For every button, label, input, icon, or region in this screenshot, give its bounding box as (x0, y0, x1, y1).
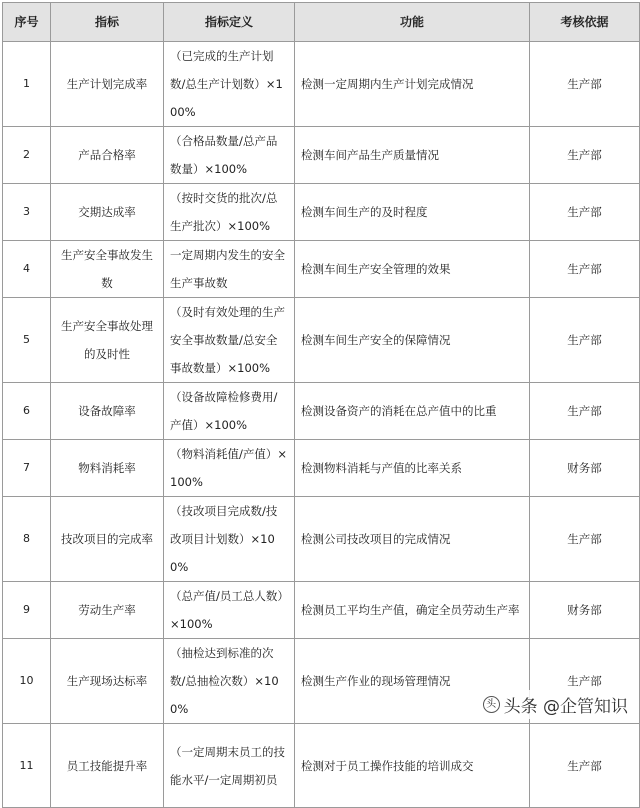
cell-definition: （一定周期末员工的技能水平/一定周期初员 (164, 724, 295, 808)
cell-definition: （按时交货的批次/总生产批次）×100% (164, 184, 295, 241)
cell-function: 检测车间产品生产质量情况 (295, 127, 530, 184)
cell-basis: 生产部 (530, 241, 640, 298)
table-row (3, 383, 640, 440)
cell-no: 7 (3, 440, 51, 497)
cell-name: 生产安全事故发生数 (51, 241, 164, 298)
header-basis: 考核依据 (530, 3, 640, 42)
table-row (3, 724, 640, 808)
cell-definition: 一定周期内发生的安全生产事故数 (164, 241, 295, 298)
cell-no: 8 (3, 497, 51, 582)
table-row (3, 582, 640, 639)
cell-basis: 生产部 (530, 127, 640, 184)
header-definition: 指标定义 (164, 3, 295, 42)
cell-basis: 生产部 (530, 497, 640, 582)
cell-function: 检测设备资产的消耗在总产值中的比重 (295, 383, 530, 440)
cell-no: 6 (3, 383, 51, 440)
cell-no: 1 (3, 42, 51, 127)
cell-basis: 财务部 (530, 582, 640, 639)
table-header-row (3, 3, 640, 42)
cell-no: 2 (3, 127, 51, 184)
cell-name: 生产安全事故处理的及时性 (51, 298, 164, 383)
table-row (3, 298, 640, 383)
table-row (3, 440, 640, 497)
header-function: 功能 (295, 3, 530, 42)
cell-function: 检测员工平均生产值，确定全员劳动生产率 (295, 582, 530, 639)
cell-function: 检测车间生产安全的保障情况 (295, 298, 530, 383)
cell-basis: 生产部 (530, 383, 640, 440)
kpi-table (2, 2, 640, 808)
cell-name: 生产现场达标率 (51, 639, 164, 724)
cell-definition: （抽检达到标准的次数/总抽检次数）×100% (164, 639, 295, 724)
cell-no: 11 (3, 724, 51, 808)
cell-function: 检测对于员工操作技能的培训成交 (295, 724, 530, 808)
table-row (3, 42, 640, 127)
cell-name: 交期达成率 (51, 184, 164, 241)
cell-name: 物料消耗率 (51, 440, 164, 497)
cell-basis: 生产部 (530, 724, 640, 808)
cell-basis: 生产部 (530, 184, 640, 241)
watermark-text: 头条 @企管知识 (503, 697, 628, 717)
cell-basis: 生产部 (530, 639, 640, 724)
cell-definition: （技改项目完成数/技改项目计划数）×100% (164, 497, 295, 582)
cell-definition: （及时有效处理的生产安全事故数量/总安全事故数量）×100% (164, 298, 295, 383)
cell-function: 检测一定周期内生产计划完成情况 (295, 42, 530, 127)
cell-no: 4 (3, 241, 51, 298)
cell-definition: （物料消耗值/产值）×100% (164, 440, 295, 497)
cell-definition: （合格品数量/总产品数量）×100% (164, 127, 295, 184)
table-row (3, 184, 640, 241)
table-row (3, 241, 640, 298)
cell-no: 3 (3, 184, 51, 241)
cell-name: 劳动生产率 (51, 582, 164, 639)
header-name: 指标 (51, 3, 164, 42)
table-row (3, 127, 640, 184)
cell-function: 检测车间生产安全管理的效果 (295, 241, 530, 298)
cell-name: 生产计划完成率 (51, 42, 164, 127)
cell-name: 技改项目的完成率 (51, 497, 164, 582)
cell-definition: （总产值/员工总人数）×100% (164, 582, 295, 639)
cell-definition: （已完成的生产计划数/总生产计划数）×100% (164, 42, 295, 127)
cell-basis: 生产部 (530, 298, 640, 383)
cell-name: 员工技能提升率 (51, 724, 164, 808)
cell-function: 检测公司技改项目的完成情况 (295, 497, 530, 582)
cell-name: 产品合格率 (51, 127, 164, 184)
cell-function: 检测生产作业的现场管理情况 (295, 639, 530, 724)
cell-no: 5 (3, 298, 51, 383)
header-no: 序号 (3, 3, 51, 42)
cell-name: 设备故障率 (51, 383, 164, 440)
cell-function: 检测车间生产的及时程度 (295, 184, 530, 241)
watermark (479, 690, 632, 719)
cell-no: 10 (3, 639, 51, 724)
cell-no: 9 (3, 582, 51, 639)
cell-definition: （设备故障检修费用/产值）×100% (164, 383, 295, 440)
table-row (3, 497, 640, 582)
toutiao-logo-icon: 头 (483, 696, 500, 713)
cell-basis: 生产部 (530, 42, 640, 127)
cell-basis: 财务部 (530, 440, 640, 497)
cell-function: 检测物料消耗与产值的比率关系 (295, 440, 530, 497)
